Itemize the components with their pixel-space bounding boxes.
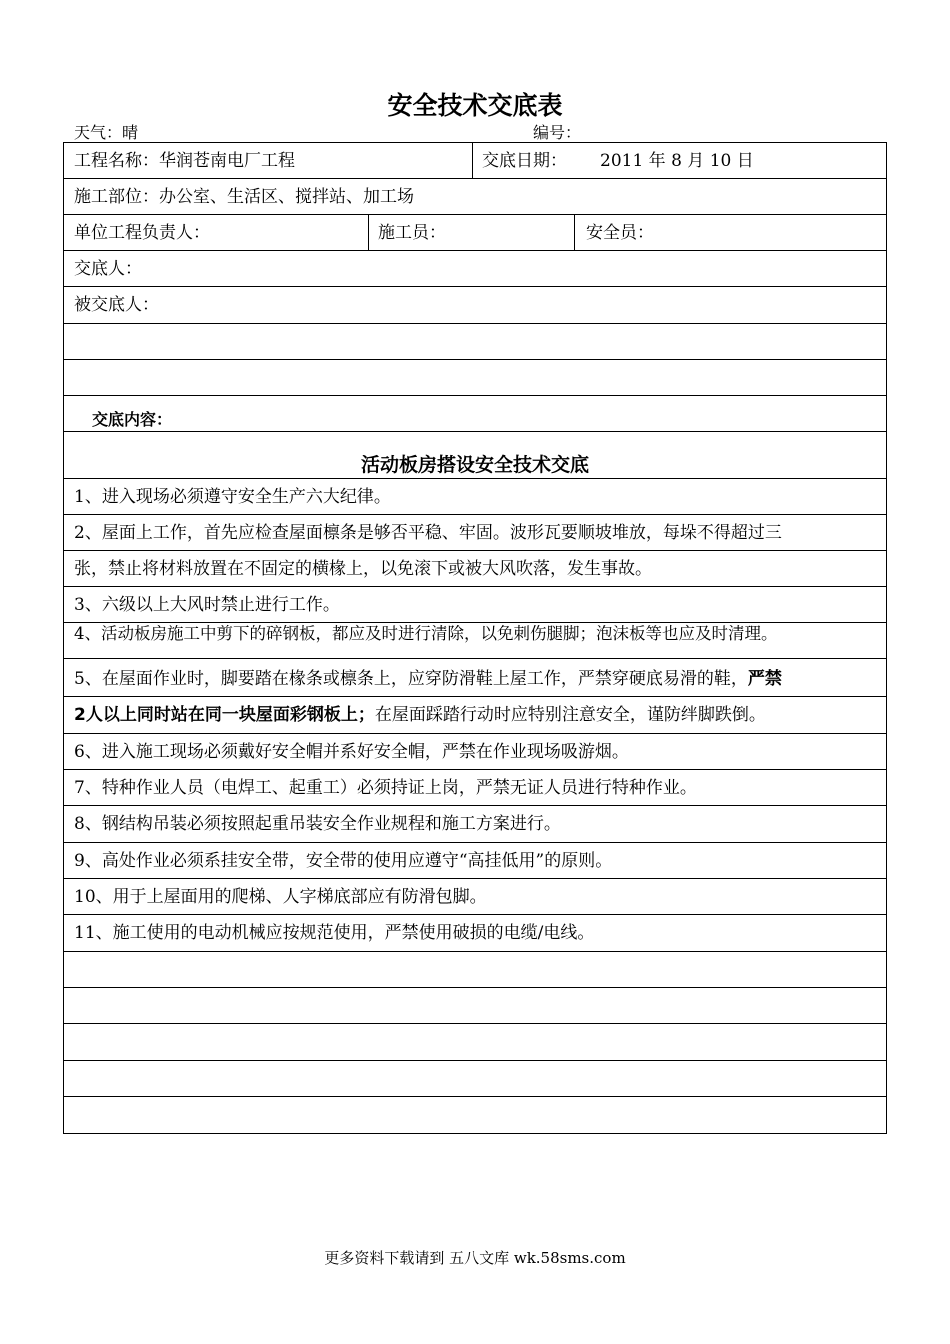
blank-row bbox=[64, 988, 886, 1024]
row-recipient bbox=[64, 287, 886, 324]
blank-row bbox=[64, 360, 886, 396]
constructor-field: 施工员： bbox=[378, 223, 446, 243]
row-project bbox=[64, 143, 886, 179]
blank-row bbox=[64, 1024, 886, 1061]
item-text-emphasis: 2人以上同时站在同一块屋面彩钢板上； bbox=[74, 705, 375, 725]
list-item bbox=[64, 515, 886, 551]
item-text-regular: 在屋面踩踏行动时应特别注意安全，谨防绊脚跌倒。 bbox=[374, 705, 766, 725]
row-discloser bbox=[64, 251, 886, 287]
section-subtitle: 活动板房搭设安全技术交底 bbox=[360, 454, 589, 476]
content-label: 交底内容： bbox=[92, 410, 173, 429]
date-label: 交底日期： bbox=[482, 151, 567, 171]
list-item bbox=[64, 806, 886, 843]
list-item bbox=[64, 551, 886, 587]
project-name: 工程名称：华润苍南电厂工程 bbox=[74, 151, 295, 171]
list-item bbox=[64, 479, 886, 515]
item-text: 6、进入施工现场必须戴好安全帽并系好安全帽，严禁在作业现场吸游烟。 bbox=[74, 742, 629, 762]
discloser-field: 交底人： bbox=[74, 259, 142, 279]
item-text: 8、钢结构吊装必须按照起重吊装安全作业规程和施工方案进行。 bbox=[74, 814, 561, 834]
unit-leader-field: 单位工程负责人： bbox=[74, 223, 210, 243]
list-item bbox=[64, 587, 886, 623]
item-text: 1、进入现场必须遵守安全生产六大纪律。 bbox=[74, 487, 391, 507]
row-personnel bbox=[64, 215, 886, 251]
item-text: 7、特种作业人员（电焊工、起重工）必须持证上岗，严禁无证人员进行特种作业。 bbox=[74, 778, 697, 798]
item-text: 10、用于上屋面用的爬梯、人字梯底部应有防滑包脚。 bbox=[74, 887, 487, 907]
date-value: 2011 年 8 月 10 日 bbox=[600, 151, 754, 171]
blank-row bbox=[64, 324, 886, 360]
location-field: 施工部位：办公室、生活区、搅拌站、加工场 bbox=[74, 187, 414, 207]
item-text-emphasis: 严禁 bbox=[747, 669, 782, 689]
row-content-label bbox=[64, 396, 886, 432]
item-text bbox=[74, 705, 876, 725]
serial-number-field: 编号： bbox=[533, 123, 582, 142]
list-item bbox=[64, 879, 886, 915]
list-item bbox=[64, 623, 886, 659]
list-item bbox=[64, 659, 886, 697]
item-text-regular: 5、在屋面作业时，脚要踏在椽条或檩条上，应穿防滑鞋上屋工作，严禁穿硬底易滑的鞋， bbox=[74, 669, 748, 689]
item-text: 9、高处作业必须系挂安全带，安全带的使用应遵守“高挂低用”的原则。 bbox=[74, 851, 613, 871]
item-text: 张，禁止将材料放置在不固定的横椽上，以免滚下或被大风吹落，发生事故。 bbox=[74, 559, 652, 579]
list-item bbox=[64, 770, 886, 806]
row-subtitle bbox=[64, 432, 886, 479]
document-title: 安全技术交底表 bbox=[387, 91, 563, 120]
list-item bbox=[64, 734, 886, 770]
footer-text: 更多资料下载请到 五八文库 wk.58sms.com bbox=[324, 1249, 626, 1267]
list-item bbox=[64, 915, 886, 952]
disclosure-table bbox=[63, 142, 887, 1134]
weather-field: 天气：晴 bbox=[74, 123, 139, 142]
blank-row bbox=[64, 1097, 886, 1133]
item-text bbox=[74, 669, 876, 689]
safety-officer-field: 安全员： bbox=[586, 223, 654, 243]
list-item bbox=[64, 697, 886, 734]
item-text: 11、施工使用的电动机械应按规范使用，严禁使用破损的电缆/电线。 bbox=[74, 923, 595, 943]
item-text: 4、活动板房施工中剪下的碎钢板，都应及时进行清除，以免刺伤腿脚；泡沫板等也应及时清理。 bbox=[74, 624, 778, 643]
recipient-field: 被交底人： bbox=[74, 295, 159, 315]
item-text: 2、屋面上工作，首先应检查屋面檩条是够否平稳、牢固。波形瓦要顺坡堆放，每垛不得超过三 bbox=[74, 523, 782, 543]
row-location bbox=[64, 179, 886, 215]
item-text: 3、六级以上大风时禁止进行工作。 bbox=[74, 595, 340, 615]
blank-row bbox=[64, 1061, 886, 1097]
blank-row bbox=[64, 952, 886, 988]
list-item bbox=[64, 843, 886, 879]
